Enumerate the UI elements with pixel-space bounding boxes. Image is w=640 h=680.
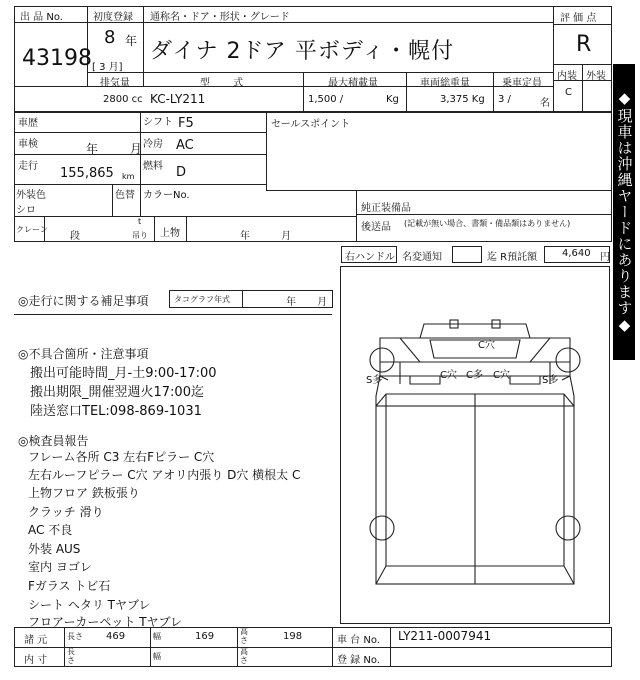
steer-value: 右ハンドル	[345, 252, 395, 263]
disp-label: 排気量	[100, 78, 130, 89]
inner-length-label: 長さ	[67, 647, 75, 665]
defect-line-2: 搬出期限_開催翌週火17:00迄	[30, 385, 204, 400]
chassis-value: LY211-0007941	[398, 629, 492, 643]
tacho-label: タコグラフ年式	[174, 295, 230, 304]
shaken-value: 年 月	[86, 142, 142, 156]
diagram-mark-mid-1: C穴	[440, 370, 457, 381]
eval-label: 評 価 点	[560, 13, 597, 24]
width-label: 幅	[153, 632, 161, 641]
rear-note: (記載が無い場合、書類・備品類はありません)	[404, 219, 571, 228]
fuel-label: 燃料	[143, 161, 163, 172]
exterior-label: 外装	[586, 71, 606, 82]
load-value: 1,500 /	[308, 94, 344, 105]
inspector-line: 室内 ヨゴレ	[28, 560, 92, 574]
crane-label: クレーン	[16, 225, 48, 234]
ext-color-value: シロ	[16, 205, 36, 216]
defect-label: ◎不具合箇所・注意事項	[18, 347, 149, 361]
driving-label: ◎走行に関する補足事項	[18, 294, 149, 308]
shaken-label: 車検	[18, 139, 38, 150]
diagram-mark-mid-2: C多	[466, 370, 483, 381]
cap-value: 3 /	[498, 94, 511, 105]
mileage-label: 走行	[18, 161, 38, 172]
lift-value: 年 月	[240, 231, 292, 242]
first-reg-year-unit: 年	[125, 34, 138, 48]
crane-hoist: 吊り	[132, 231, 148, 240]
first-reg-label: 初度登録	[93, 12, 133, 23]
sales-label: セールスポイント	[271, 119, 351, 130]
model-label: 型 式	[200, 78, 244, 89]
diagram-mark-mid-3: C穴	[493, 370, 510, 381]
genuine-label: 純正装備品	[361, 203, 411, 214]
shift-label: シフト	[143, 117, 173, 128]
first-reg-month: [ 3 月]	[92, 62, 123, 73]
inspector-line: Fガラス トビ石	[28, 579, 111, 593]
shift-value: F5	[178, 116, 194, 131]
diagram-mark-right: S多	[542, 375, 559, 386]
cap-unit: 名	[540, 98, 550, 109]
diagram-mark-top: C穴	[478, 340, 495, 351]
fuel-value: D	[176, 165, 187, 180]
rear-label: 後送品	[361, 222, 391, 233]
dim-label: 諸 元	[24, 635, 48, 646]
car-name: ダイナ 2ドア 平ボディ・幌付	[150, 39, 455, 64]
lot-number: 43198	[22, 46, 92, 71]
color-change-label: 色替	[115, 190, 135, 201]
inner-height-label: 高さ	[240, 647, 248, 665]
ext-color-label: 外装色	[16, 190, 46, 201]
inspector-line: フレーム各所 C3 左右Fピラー C穴	[28, 450, 215, 464]
lift-label: 上物	[160, 228, 180, 239]
load-label: 最大積載量	[328, 78, 378, 89]
model-value: KC-LY211	[150, 92, 206, 106]
history-label: 車歴	[18, 118, 38, 129]
crane-ton: t	[138, 217, 142, 226]
inspector-line: シート ヘタリ Tヤブレ	[28, 598, 151, 612]
mileage-unit: km	[122, 172, 135, 181]
defect-line-1: 搬出可能時間_月-土9:00-17:00	[30, 366, 217, 381]
gross-label: 車両総重量	[420, 78, 470, 89]
inspector-label: ◎検査員報告	[18, 434, 89, 448]
truck-diagram	[340, 266, 610, 624]
mileage-value: 155,865	[60, 166, 114, 181]
inspector-line: 外装 AUS	[28, 542, 81, 556]
gross-value: 3,375 Kg	[440, 94, 485, 105]
height-label: 高さ	[240, 627, 248, 645]
cap-label: 乗車定員	[502, 78, 542, 89]
ac-label: 冷房	[143, 139, 163, 150]
r-deposit-unit: 円	[600, 252, 610, 263]
color-code-label: カラーNo.	[143, 190, 190, 201]
chassis-label: 車 台 No.	[337, 635, 380, 646]
inspector-line: AC 不良	[28, 523, 73, 537]
disp-value: 2800 cc	[103, 94, 143, 105]
first-reg-year: 8	[104, 27, 116, 48]
inner-width-label: 幅	[153, 652, 161, 661]
inspector-line: 上物フロア 鉄板張り	[28, 486, 140, 500]
width-value: 169	[195, 631, 215, 642]
reg-label: 登 録 No.	[337, 655, 380, 666]
eval-score: R	[576, 32, 592, 57]
interior-value: C	[565, 87, 572, 98]
lot-label: 出 品 No.	[20, 12, 63, 23]
name-change-label: 名変通知	[402, 252, 442, 263]
r-deposit-value: 4,640	[562, 248, 591, 259]
car-name-label: 通称名・ドア・形状・グレード	[150, 12, 290, 23]
inspector-line: フロアーカーペット Tヤブレ	[28, 615, 183, 629]
r-deposit-label: 迄 R預託額	[487, 252, 538, 263]
ac-value: AC	[176, 138, 194, 153]
interior-label: 内装	[557, 71, 577, 82]
length-label: 長さ	[67, 632, 83, 641]
defect-line-3: 陸送窓口TEL:098-869-1031	[30, 404, 202, 419]
side-notice: ◆現車は沖縄ヤードにあります◆	[613, 64, 635, 360]
height-value: 198	[283, 631, 303, 642]
tacho-value: 年 月	[286, 297, 328, 308]
inner-label: 内 寸	[24, 655, 48, 666]
diagram-mark-left: S多	[366, 375, 383, 386]
crane-stage: 段	[70, 231, 80, 242]
inspector-line: 左右ルーフピラー C穴 アオリ内張り D穴 横根太 C	[28, 468, 301, 482]
load-unit: Kg	[386, 94, 399, 105]
length-value: 469	[106, 631, 126, 642]
inspector-line: クラッチ 滑り	[28, 505, 104, 519]
